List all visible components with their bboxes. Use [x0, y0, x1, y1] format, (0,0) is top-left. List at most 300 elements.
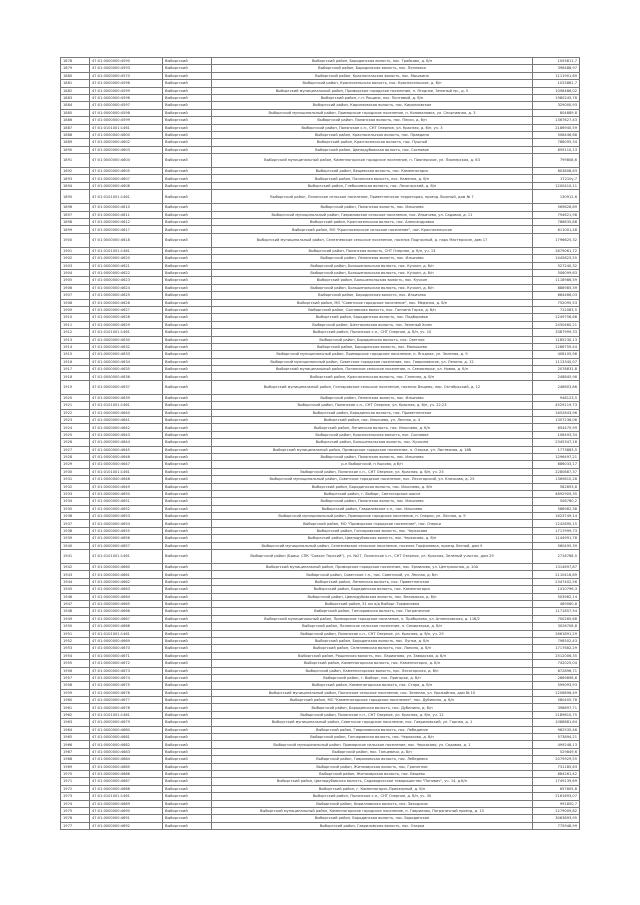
address: Выборгский муниципальный район, Селезневское сельское поселение, поселок Торфяновка, проезд Лесной, дом 9: [212, 542, 533, 549]
table-row: [61, 204, 580, 211]
area-value: 1093811,7: [533, 58, 580, 65]
row-number: 1889: [61, 139, 90, 146]
row-number: 1968: [61, 756, 90, 763]
address: Выборгский район, Бородинская волость, пос. Бородинское: [212, 815, 533, 822]
area-value: 611001,48: [533, 226, 580, 233]
municipality: Выборгский: [163, 154, 212, 168]
address: Выборгский район, Полянское с.п., СНТ Озерное, ул. Красная, д. б/н, уч. 29: [212, 630, 533, 637]
address: Выборгский район, Бородинская волость, пос. Малышево: [212, 343, 533, 350]
municipality: Выборгский: [163, 601, 212, 608]
address: Выборгский район, 51 км а/д Выборг-Торфяновка: [212, 601, 533, 608]
address: Выборгский район, Бородинская волость, пос. Светлое: [212, 336, 533, 343]
row-number: 1919: [61, 380, 90, 394]
table-row: [61, 608, 580, 615]
row-number: 1975: [61, 807, 90, 814]
area-value: 1367627,43: [533, 117, 580, 124]
municipality: Выборгский: [163, 204, 212, 211]
address: Выборгский муниципальный район, Гавриловское сельское поселение, пос. Ильичево, ул. Садовая, д. 11: [212, 211, 533, 218]
table-row: [61, 550, 580, 564]
cadastral-number: 47:01:0000000:4637: [90, 380, 163, 394]
address: Выборгский район, Большепольская волость, пос. Кучкин, д. б/н: [212, 269, 533, 276]
row-number: 1892: [61, 168, 90, 175]
municipality: Выборгский: [163, 306, 212, 313]
municipality: Выборгский: [163, 329, 212, 336]
address: Выборгский район, Полянская волость, пос. Каменка, д. б/н: [212, 175, 533, 182]
cadastral-number: 47:01:0000000:4605: [90, 168, 163, 175]
table-row: [61, 704, 580, 711]
municipality: Выборгский: [163, 233, 212, 247]
table-row: [61, 682, 580, 689]
address: Выборгский район, Полянское с.п., СНТ Озерное, ул. Красная, д. б/н, уч. 12: [212, 711, 533, 718]
table-row: [61, 674, 580, 681]
area-value: 580405,78: [533, 697, 580, 704]
table-row: [61, 343, 580, 350]
table-row: [61, 277, 580, 284]
area-value: 1796625,32: [533, 233, 580, 247]
area-value: 248603,86: [533, 380, 580, 394]
table-row: [61, 793, 580, 800]
address: Выборгский район, Большепольская волость, пос. Кучкино: [212, 439, 533, 446]
row-number: 1962: [61, 711, 90, 718]
table-body: [61, 58, 580, 830]
area-value: 798502,43: [533, 637, 580, 644]
cadastral-number: 47:01:0000000:4643: [90, 431, 163, 438]
row-number: 1909: [61, 306, 90, 313]
area-value: 1307236,06: [533, 417, 580, 424]
address: Выборгский район, Каменногорская волость, пос. Лесогорская, д. б/н: [212, 667, 533, 674]
municipality: Выборгский: [163, 211, 212, 218]
cadastral-number: 47:01:0000000:4597: [90, 102, 163, 109]
table-row: [61, 513, 580, 520]
cadastral-number: 47:01:0000000:4681: [90, 734, 163, 741]
table-row: [61, 527, 580, 534]
address: р-н Выборгский, п Ушково, д б/н: [212, 461, 533, 468]
row-number: 1956: [61, 667, 90, 674]
address: Выборгский район, Красносельская волость, пос. Ганнино, д. б/н: [212, 373, 533, 380]
municipality: Выборгский: [163, 321, 212, 328]
row-number: 1893: [61, 175, 90, 182]
table-row: [61, 219, 580, 226]
table-row: [61, 807, 580, 814]
area-value: 1249756,68: [533, 314, 580, 321]
cadastral-number: 47:01:0000000:4635: [90, 366, 163, 373]
row-number: 1972: [61, 785, 90, 792]
address: Выборгский район, Красносельская волость, пос. Мышкино: [212, 72, 533, 79]
row-number: 1946: [61, 593, 90, 600]
row-number: 1882: [61, 87, 90, 94]
table-row: [61, 58, 580, 65]
area-value: 248845,98: [533, 373, 580, 380]
row-number: 1879: [61, 65, 90, 72]
table-row: [61, 652, 580, 659]
cadastral-number: 47:01:0000000:4661: [90, 571, 163, 578]
cadastral-number: 47:01:0000000:4671: [90, 652, 163, 659]
row-number: 1917: [61, 366, 90, 373]
cadastral-number: 47:01:0000000:4657: [90, 542, 163, 549]
table-row: [61, 247, 580, 254]
address: Выборгский муниципальный район, Каменногорское городское поселение, п. Гаврилово, Пограничный проезд, д. 15: [212, 807, 533, 814]
address: Выборгский район, Бородинская волость, пос. Ильичево: [212, 292, 533, 299]
municipality: Выборгский: [163, 498, 212, 505]
area-value: 569826,89: [533, 204, 580, 211]
row-number: 1935: [61, 505, 90, 512]
cadastral-number: 47:01:0000000:4634: [90, 358, 163, 365]
cadastral-number: 47:01:0000000:4673: [90, 667, 163, 674]
cadastral-number: 47:01:0000000:4607: [90, 175, 163, 182]
table-row: [61, 402, 580, 409]
table-row: [61, 822, 580, 829]
municipality: Выборгский: [163, 623, 212, 630]
address: Выборгский район, Рощинская волость, пос. Ларионово, ул. Заводская, д. б/н: [212, 652, 533, 659]
municipality: Выборгский: [163, 431, 212, 438]
table-row: [61, 211, 580, 218]
row-number: 1945: [61, 586, 90, 593]
row-number: 1913: [61, 336, 90, 343]
municipality: Выборгский: [163, 793, 212, 800]
address: Выборгский район, Цвелодубовская волость, Садоводческое товарищество "Попович", уч. 14, д.б/н: [212, 778, 533, 785]
cadastral-number: 47:01:0000000:4617: [90, 226, 163, 233]
row-number: 1933: [61, 490, 90, 497]
cadastral-number: 47:01:0000000:4598: [90, 109, 163, 116]
municipality: Выборгский: [163, 527, 212, 534]
area-value: 2669898,6: [533, 674, 580, 681]
area-value: 731185,63: [533, 763, 580, 770]
cadastral-number: 47:01:0000000:4623: [90, 277, 163, 284]
row-number: 1940: [61, 542, 90, 549]
address: Выборгский муниципальный район, Каменногорское городское поселение, п. Пионерское, ул. Пионерская, д. 63: [212, 154, 533, 168]
address: Выборгский район, пос. Ильичево, ул. Лесная, д. 4: [212, 417, 533, 424]
land-registry-table: [60, 57, 580, 830]
municipality: Выборгский: [163, 660, 212, 667]
row-number: 1902: [61, 255, 90, 262]
row-number: 1971: [61, 778, 90, 785]
cadastral-number: 47:01:0000000:4670: [90, 645, 163, 652]
municipality: Выборгский: [163, 719, 212, 726]
table-row: [61, 431, 580, 438]
address: Выборгский район, Селезневская волость, пос. Ланино, д. б/н: [212, 645, 533, 652]
address: Выборгский район, Полянская волость, пос. Пески, д. б/н: [212, 117, 533, 124]
address: Выборгский район, Гончаровская волость, пос. Черкасово: [212, 527, 533, 534]
cadastral-number: 47:01:0000000:4620: [90, 255, 163, 262]
area-value: 786835,88: [533, 219, 580, 226]
municipality: Выборгский: [163, 476, 212, 483]
cadastral-number: 47:01:0000000:4687: [90, 778, 163, 785]
row-number: 1957: [61, 674, 90, 681]
municipality: Выборгский: [163, 726, 212, 733]
table-row: [61, 262, 580, 269]
address: Выборгский район, Ленинская волость, пос. Ильичево, д. б/н: [212, 424, 533, 431]
municipality: Выборгский: [163, 550, 212, 564]
municipality: Выборгский: [163, 682, 212, 689]
area-value: 962535,46: [533, 726, 580, 733]
cadastral-number: 47:01:0000000:4674: [90, 674, 163, 681]
cadastral-number: 47:01:0000000:4593: [90, 65, 163, 72]
municipality: Выборгский: [163, 380, 212, 394]
table-row: [61, 87, 580, 94]
municipality: Выборгский: [163, 446, 212, 453]
area-value: 1623749,14: [533, 513, 580, 520]
municipality: Выборгский: [163, 453, 212, 460]
area-value: 1717999,73: [533, 527, 580, 534]
area-value: 588982,38: [533, 505, 580, 512]
table-row: [61, 417, 580, 424]
row-number: 1887: [61, 124, 90, 131]
table-row: [61, 498, 580, 505]
table-row: [61, 373, 580, 380]
row-number: 1966: [61, 741, 90, 748]
address: Выборгский район, г. Выборг, пос. Пригорье, д. б/н: [212, 674, 533, 681]
row-number: 1885: [61, 109, 90, 116]
area-value: 2189810,75: [533, 711, 580, 718]
address: Выборгский район, Каменногорская волость, пос. Стара, д. б/н: [212, 682, 533, 689]
table-row: [61, 468, 580, 475]
address: Выборгский район, МО "Каменногорское городское поселение", пос. Дубинино, д. б/н: [212, 697, 533, 704]
cadastral-number: 47:01:0000000:4624: [90, 284, 163, 291]
table-row: [61, 182, 580, 189]
cadastral-number: 47:01:0000000:4677: [90, 697, 163, 704]
table-row: [61, 380, 580, 394]
municipality: Выборгский: [163, 80, 212, 87]
municipality: Выборгский: [163, 439, 212, 446]
address: Выборгский район (Бывш. СПК "Совхоз Терский"), уч. №27, Полянское с.п., СНТ Озерное, ул. Красная, Зелёный участок, дом 29: [212, 550, 533, 564]
address: Выборгский район, Кирилловская волость, пос. Заходское: [212, 800, 533, 807]
row-number: 1899: [61, 226, 90, 233]
address: Выборгский муниципальный район, Полянское сельское поселение, п. Семиозерье, ул. Новая, д. б/н: [212, 366, 533, 373]
row-number: 1924: [61, 424, 90, 431]
area-value: 527240,32: [533, 262, 580, 269]
cadastral-number: 47:01:0000000:4646: [90, 453, 163, 460]
table-row: [61, 645, 580, 652]
area-value: 3026708,8: [533, 623, 580, 630]
table-row: [61, 734, 580, 741]
cadastral-number: 47:01:0000000:4625: [90, 292, 163, 299]
municipality: Выборгский: [163, 564, 212, 571]
cadastral-number: 47:01:0000000:4627: [90, 306, 163, 313]
table-row: [61, 366, 580, 373]
municipality: Выборгский: [163, 262, 212, 269]
table-row: [61, 815, 580, 822]
municipality: Выборгский: [163, 704, 212, 711]
municipality: Выборгский: [163, 652, 212, 659]
cadastral-number: 47:01:0000000:4688: [90, 785, 163, 792]
municipality: Выборгский: [163, 748, 212, 755]
table-row: [61, 351, 580, 358]
area-value: 599093,93: [533, 682, 580, 689]
table-row: [61, 571, 580, 578]
address: Выборгский район, Гавриловская волость, пос. Лебединое: [212, 726, 533, 733]
table-row: [61, 439, 580, 446]
area-value: 712083,5: [533, 306, 580, 313]
address: Выборгский район, Красносельская волость, пос. Пушной: [212, 139, 533, 146]
cadastral-number: 47:01:0000000:4599: [90, 87, 163, 94]
address: Выборгский район, Ленинская волость, пос. Приветненское: [212, 578, 533, 585]
municipality: Выборгский: [163, 190, 212, 204]
row-number: 1938: [61, 527, 90, 534]
cadastral-number: 47:01:0000000:4678: [90, 704, 163, 711]
table-row: [61, 785, 580, 792]
municipality: Выборгский: [163, 520, 212, 527]
table-row: [61, 336, 580, 343]
municipality: Выборгский: [163, 770, 212, 777]
address: Выборгский район, Цвелодубовская волость, пос. Сосновое: [212, 146, 533, 153]
area-value: 1652843,96: [533, 409, 580, 416]
address: Выборгский район, Полянская волость, пос. Ильичево: [212, 204, 533, 211]
cadastral-number: 47:01:0000000:4651: [90, 498, 163, 505]
row-number: 1880: [61, 72, 90, 79]
address: Выборгский муниципальный район, Селезневское сельское поселение, поселок Подгорный, д. парк Мастерские, дом 17: [212, 233, 533, 247]
address: Выборгский муниципальный район, Приморское городское поселение, п. Коноваловка, ул. Спортивная, д. 3: [212, 109, 533, 116]
row-number: 1955: [61, 660, 90, 667]
row-number: 1949: [61, 615, 90, 622]
row-number: 1967: [61, 748, 90, 755]
address: Выборгский район, пос. Ганцевичи, д. б/н: [212, 748, 533, 755]
area-value: 1410796,3: [533, 586, 580, 593]
row-number: 1912: [61, 329, 90, 336]
row-number: 1941: [61, 550, 90, 564]
address: Выборгский район, Сосновская волость, пос. Ганнина Горка, д. б/н: [212, 306, 533, 313]
address: Выборгский муниципальный район, Советское городское поселение, пос. Гавриловский, ул. Горная, д. 1: [212, 719, 533, 726]
address: Выборгский район, Бородинская волость, пос. Дубинино, д. б/н: [212, 704, 533, 711]
table-row: [61, 586, 580, 593]
table-row: [61, 306, 580, 313]
area-value: 3063893,95: [533, 815, 580, 822]
area-value: 1086881,64: [533, 719, 580, 726]
area-value: 1369810,28: [533, 476, 580, 483]
cadastral-number: 47:01:0000000:4690: [90, 807, 163, 814]
municipality: Выборгский: [163, 219, 212, 226]
cadastral-number: 47:01:0000000:4663: [90, 586, 163, 593]
area-value: 108493,34: [533, 431, 580, 438]
address: Выборгский район, Шестаковская волость, пос. Зеленый Холм: [212, 321, 533, 328]
area-value: 408105,98: [533, 351, 580, 358]
area-value: 664466,03: [533, 292, 580, 299]
municipality: Выборгский: [163, 674, 212, 681]
table-row: [61, 65, 580, 72]
address: Выборгский район, Полянское с.п., СНТ Озерное, д. б/н, уч. 10: [212, 329, 533, 336]
area-value: 859110,13: [533, 146, 580, 153]
municipality: Выборгский: [163, 542, 212, 549]
area-value: 560495,39: [533, 542, 580, 549]
address: Выборгский район, Бородинская волость, пос. Пелловка: [212, 65, 533, 72]
area-value: 1200410,11: [533, 182, 580, 189]
row-number: 1897: [61, 211, 90, 218]
table-row: [61, 72, 580, 79]
municipality: Выборгский: [163, 689, 212, 696]
row-number: 1926: [61, 439, 90, 446]
area-value: 1118986,59: [533, 277, 580, 284]
row-number: 1928: [61, 453, 90, 460]
area-value: 1279009,82: [533, 807, 580, 814]
row-number: 1908: [61, 299, 90, 306]
municipality: Выборгский: [163, 284, 212, 291]
address: Выборгский муниципальный район, Приморское городское поселение, п. Ягодное, ул. Зеленая, д. 9: [212, 351, 533, 358]
area-value: 2161693,07: [533, 793, 580, 800]
address: Выборгский район, Бородинская волость, пос. Каменногорск: [212, 586, 533, 593]
area-value: 489060,8: [533, 601, 580, 608]
address: Выборгский район, Бородинская волость, пос. Лунки, д. б/н: [212, 637, 533, 644]
table-row: [61, 535, 580, 542]
cadastral-number: 47:01:0000000:4608: [90, 182, 163, 189]
municipality: Выборгский: [163, 247, 212, 254]
area-value: 2079929,55: [533, 756, 580, 763]
table-row: [61, 726, 580, 733]
municipality: Выборгский: [163, 409, 212, 416]
cadastral-number: 47:01:0000000:4669: [90, 637, 163, 644]
municipality: Выборгский: [163, 402, 212, 409]
address: Выборгский район, Полянское сельское поселение, п. Семиозерье, д. б/н: [212, 623, 533, 630]
municipality: Выборгский: [163, 483, 212, 490]
municipality: Выборгский: [163, 336, 212, 343]
address: Выборгский район, Бородинская волость, пос. Трайковк, д. б/н: [212, 58, 533, 65]
row-number: 1952: [61, 637, 90, 644]
row-number: 1976: [61, 815, 90, 822]
municipality: Выборгский: [163, 124, 212, 131]
table-row: [61, 94, 580, 101]
table-row: [61, 770, 580, 777]
cadastral-number: 47:01:0000000:4668: [90, 623, 163, 630]
area-value: 948123,5: [533, 394, 580, 401]
table-row: [61, 564, 580, 571]
area-value: 17210у,7: [533, 175, 580, 182]
table-row: [61, 800, 580, 807]
address: Выборгский район, МО "Красносельское сельское поселение", пос. Красносельское: [212, 226, 533, 233]
cadastral-number: 47:01:0000000:4621: [90, 262, 163, 269]
municipality: Выборгский: [163, 763, 212, 770]
table-row: [61, 168, 580, 175]
address: Выборгский район, Ленинская волость, пос. Ильичево: [212, 255, 533, 262]
municipality: Выборгский: [163, 139, 212, 146]
area-value: 2345347,18: [533, 439, 580, 446]
area-value: 1025861,7: [533, 80, 580, 87]
address: Выборгский муниципальный район, Полянское сельское поселение, пос. Зеленая, ул. Урожайная, дом № 10: [212, 689, 533, 696]
area-value: 1144991,78: [533, 535, 580, 542]
table-row: [61, 476, 580, 483]
row-number: 1922: [61, 409, 90, 416]
area-value: 4529119,73: [533, 402, 580, 409]
cadastral-number: 47:01:0000000:4600: [90, 131, 163, 138]
cadastral-number: 47:01:0000000:4632: [90, 343, 163, 350]
area-value: 2347402,56: [533, 578, 580, 585]
table-row: [61, 593, 580, 600]
cadastral-number: 47:01:0000000:4630: [90, 336, 163, 343]
address: Выборгский муниципальный район, Советское городское поселение, пос. Гавриловское, ул. Ленина, д. 12: [212, 358, 533, 365]
table-row: [61, 175, 580, 182]
municipality: Выборгский: [163, 535, 212, 542]
row-number: 1920: [61, 394, 90, 401]
municipality: Выборгский: [163, 366, 212, 373]
municipality: Выборгский: [163, 72, 212, 79]
row-number: 1907: [61, 292, 90, 299]
municipality: Выборгский: [163, 182, 212, 189]
address: Выборгский район, Красносельская волость, пос. Правдино: [212, 131, 533, 138]
row-number: 1948: [61, 608, 90, 615]
row-number: 1895: [61, 190, 90, 204]
address: Выборгский район, г. Выборг, Светогорское шоссе: [212, 490, 533, 497]
row-number: 1898: [61, 219, 90, 226]
row-number: 1888: [61, 131, 90, 138]
table-row: [61, 124, 580, 131]
municipality: Выборгский: [163, 637, 212, 644]
table-row: [61, 255, 580, 262]
area-value: 4892909,35: [533, 490, 580, 497]
municipality: Выборгский: [163, 461, 212, 468]
cadastral-number: 47:01:0000000:4641: [90, 417, 163, 424]
municipality: Выборгский: [163, 87, 212, 94]
cadastral-number: 47:01:0000000:4684: [90, 756, 163, 763]
municipality: Выборгский: [163, 102, 212, 109]
cadastral-number: 47:01:0000000:4686: [90, 770, 163, 777]
row-number: 1960: [61, 697, 90, 704]
